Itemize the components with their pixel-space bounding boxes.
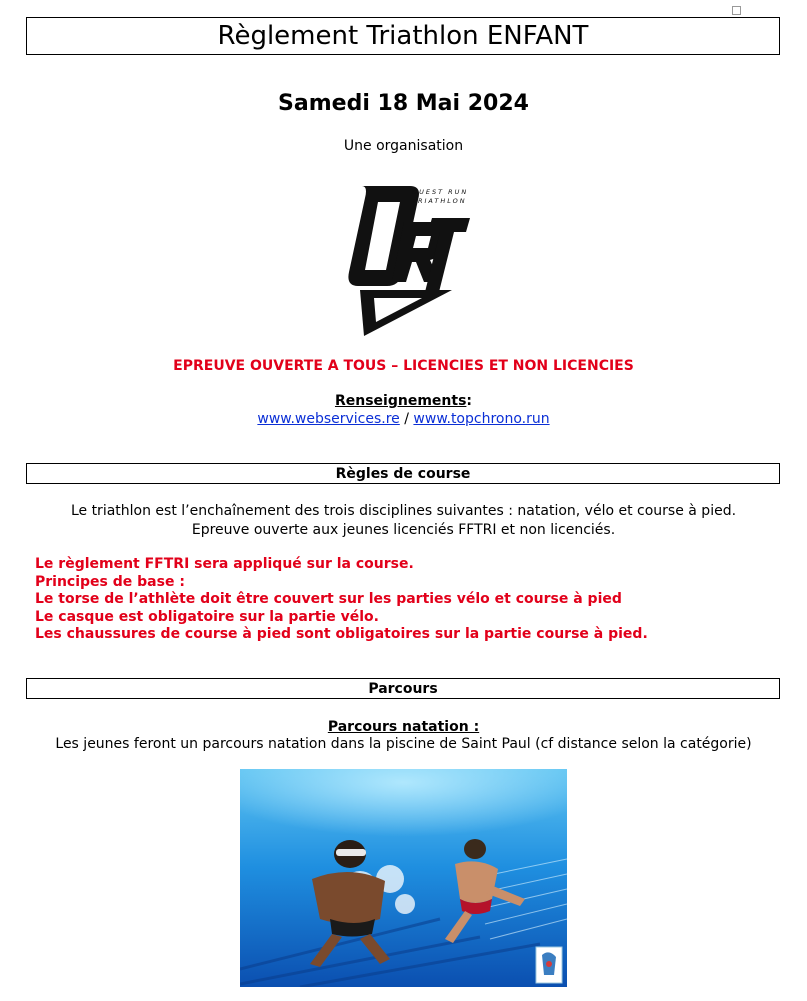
info-heading	[0, 393, 807, 409]
logo-tagline-2: TRIATHLON	[412, 197, 467, 205]
rule-item: Le torse de l’athlète doit être couvert sur les parties vélo et course à pied	[35, 591, 622, 607]
logo-tagline-1: OUEST RUN	[412, 188, 469, 196]
ort-logo	[340, 178, 480, 338]
rules-list	[35, 556, 775, 644]
checkbox-marker	[732, 6, 741, 15]
topchrono-link[interactable]: www.topchrono.run	[413, 411, 550, 427]
webservices-link[interactable]: www.webservices.re	[257, 411, 400, 427]
swim-course-title: Parcours natation :	[327, 719, 480, 735]
link-separator: /	[399, 411, 414, 427]
rule-item: Principes de base :	[35, 573, 185, 590]
organisation-label: Une organisation	[343, 138, 464, 154]
info-label: Renseignements	[334, 393, 467, 409]
parcours-section-header	[26, 678, 780, 699]
rule-item: Le règlement FFTRI sera appliqué sur la course.	[35, 556, 414, 572]
rules-section-title: Règles de course	[335, 465, 471, 482]
event-date: Samedi 18 Mai 2024	[278, 91, 529, 116]
document-title: Règlement Triathlon ENFANT	[217, 21, 589, 51]
intro-line-1: Le triathlon est l’enchaînement des trois disciplines suivantes : natation, vélo et course à pied.	[70, 503, 737, 519]
rules-section-header	[26, 463, 780, 484]
document-title-box	[26, 17, 780, 55]
info-links	[0, 411, 807, 427]
swimming-photo	[240, 769, 567, 987]
swim-course-text: Les jeunes feront un parcours natation dans la piscine de Saint Paul (cf distance selon la catégorie)	[55, 736, 752, 752]
open-race-notice: EPREUVE OUVERTE A TOUS – LICENCIES ET NON LICENCIES	[173, 358, 634, 374]
rule-item: Le casque est obligatoire sur la partie vélo.	[35, 608, 379, 625]
rules-intro	[0, 502, 807, 540]
rule-item: Les chaussures de course à pied sont obligatoires sur la partie course à pied.	[35, 626, 648, 642]
ort-logo-mark	[348, 186, 470, 336]
parcours-section-title: Parcours	[368, 680, 438, 697]
intro-line-2: Epreuve ouverte aux jeunes licenciés FFTRI et non licenciés.	[191, 522, 616, 538]
info-suffix: :	[466, 393, 473, 409]
